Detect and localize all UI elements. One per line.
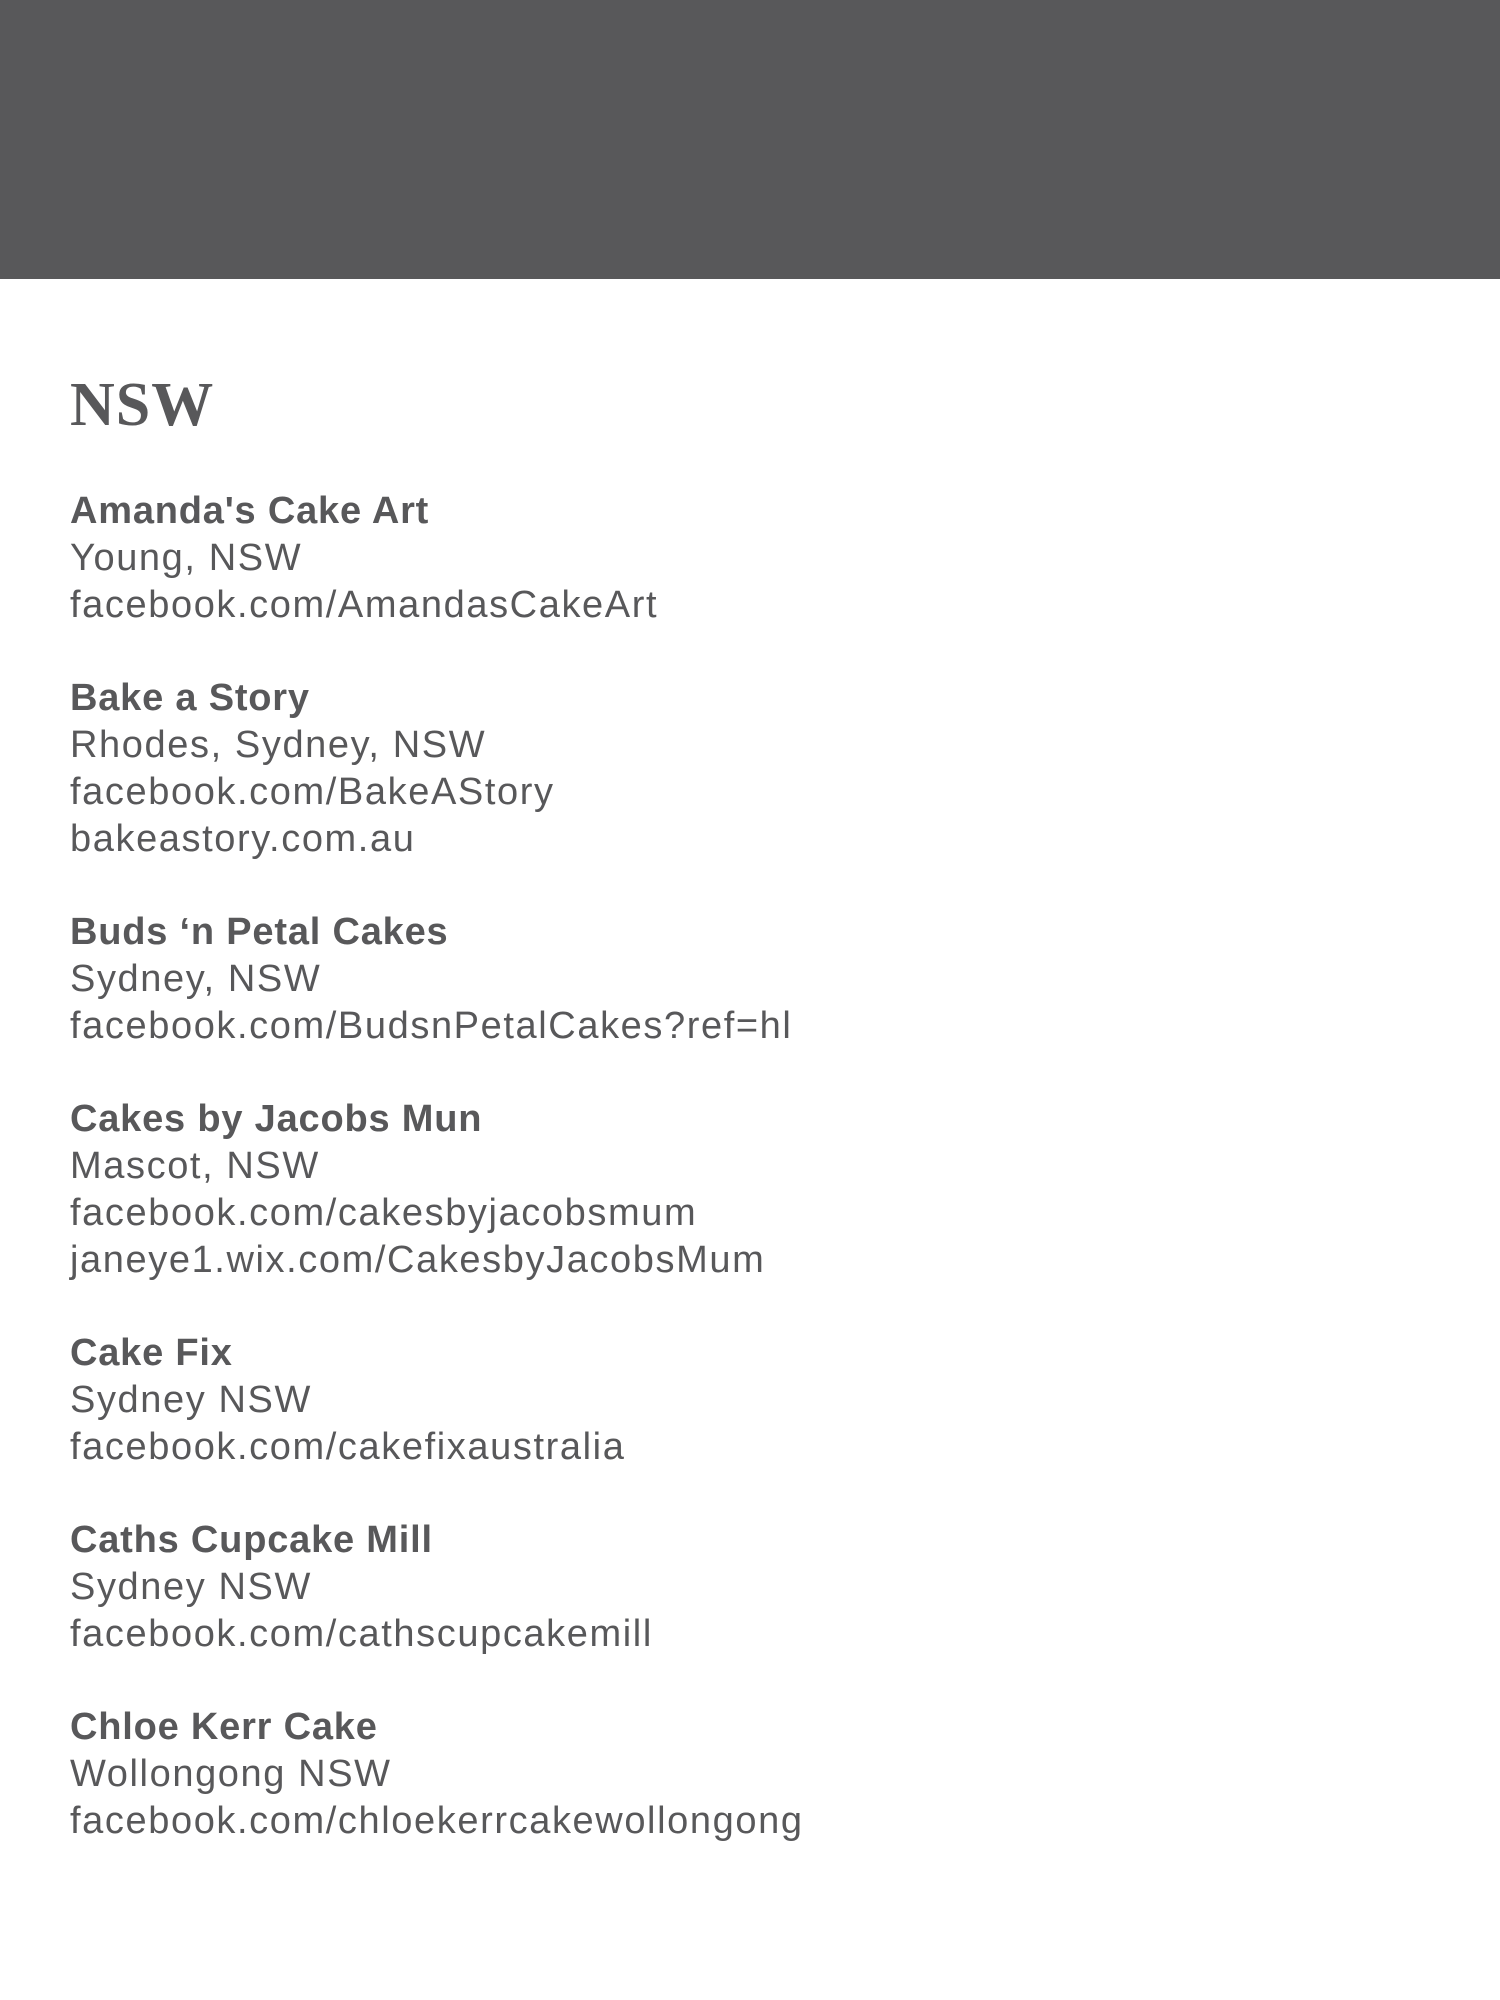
business-location: Wollongong NSW — [70, 1753, 392, 1795]
directory-content — [70, 371, 1450, 1891]
header-band — [0, 0, 1500, 279]
facebook-link[interactable]: facebook.com/BudsnPetalCakes?ref=hl — [70, 1005, 793, 1047]
facebook-link[interactable]: facebook.com/cakesbyjacobsmum — [70, 1192, 698, 1234]
business-name: Cake Fix — [70, 1332, 233, 1374]
business-name: Chloe Kerr Cake — [70, 1706, 378, 1748]
business-name: Amanda's Cake Art — [70, 490, 430, 532]
business-name: Caths Cupcake Mill — [70, 1519, 433, 1561]
directory-entry — [70, 488, 1450, 629]
directory-entry — [70, 1517, 1450, 1658]
business-name: Bake a Story — [70, 677, 310, 719]
directory-entry — [70, 1330, 1450, 1471]
facebook-link[interactable]: facebook.com/AmandasCakeArt — [70, 584, 659, 626]
website-link[interactable]: bakeastory.com.au — [70, 818, 416, 860]
business-location: Young, NSW — [70, 537, 303, 579]
facebook-link[interactable]: facebook.com/BakeAStory — [70, 771, 555, 813]
facebook-link[interactable]: facebook.com/chloekerrcakewollongong — [70, 1800, 804, 1842]
region-heading: NSW — [70, 371, 215, 439]
website-link[interactable]: janeye1.wix.com/CakesbyJacobsMum — [70, 1239, 766, 1281]
directory-entry — [70, 909, 1450, 1050]
business-location: Sydney NSW — [70, 1379, 312, 1421]
business-location: Mascot, NSW — [70, 1145, 320, 1187]
business-name: Buds ‘n Petal Cakes — [70, 911, 449, 953]
facebook-link[interactable]: facebook.com/cakefixaustralia — [70, 1426, 626, 1468]
business-location: Sydney, NSW — [70, 958, 322, 1000]
facebook-link[interactable]: facebook.com/cathscupcakemill — [70, 1613, 653, 1655]
business-location: Sydney NSW — [70, 1566, 312, 1608]
business-name: Cakes by Jacobs Mun — [70, 1098, 483, 1140]
directory-entry — [70, 1704, 1450, 1845]
directory-entry — [70, 1096, 1450, 1284]
directory-entry — [70, 675, 1450, 863]
business-location: Rhodes, Sydney, NSW — [70, 724, 487, 766]
